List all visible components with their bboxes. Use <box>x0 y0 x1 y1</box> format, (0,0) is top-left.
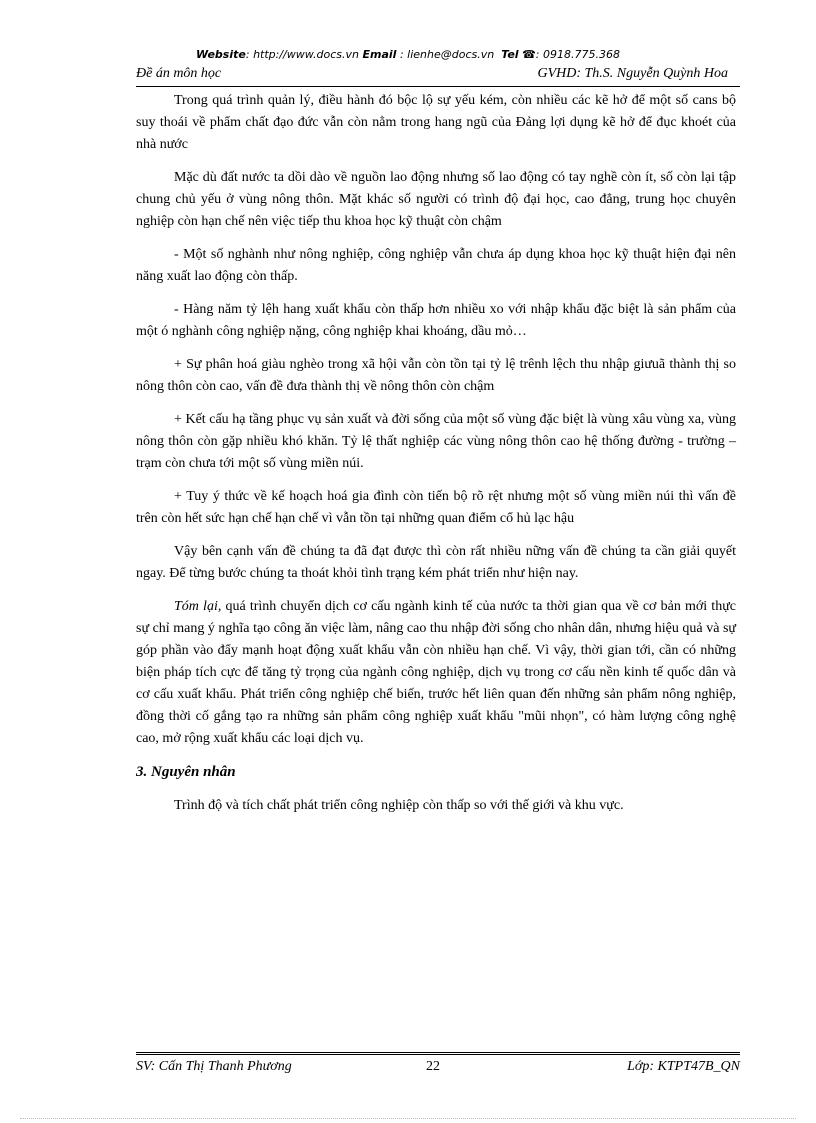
paragraph: Mặc dù đất nước ta dồi dào về nguồn lao động nhưng số lao động có tay nghề còn ít, số còn lại tập chung chủ yếu ở vùng nông thôn. Mặt khác số người có trình độ đại học, cao đẳng, trung học chuyên nghiệp còn hạn chế nên việc tiếp thu khoa học kỹ thuật còn chậm <box>136 170 736 229</box>
email-value[interactable]: lienhe@docs.vn <box>407 48 495 61</box>
paragraph: + Sự phân hoá giàu nghèo trong xã hội vẫn còn tồn tại tỷ lệ trênh lệch thu nhập giưuã thành thị so nông thôn còn cao, vấn đề đưa thành thị về nông thôn còn chậm <box>136 357 736 394</box>
header-advisor: GVHD: Th.S. Nguyễn Quỳnh Hoa <box>537 66 728 81</box>
summary-lead: Tóm lại, <box>174 599 222 614</box>
email-label: Email <box>362 48 397 61</box>
paragraph: + Kết cấu hạ tầng phục vụ sản xuất và đời sống của một số vùng đặc biệt là vùng xâu vùng xa, vùng nông thôn còn gặp nhiều khó khăn. Tỷ lệ thất nghiệp các vùng nông thôn cao hệ thống đường - trường – trạm còn chưa tới một số vùng miền núi. <box>136 412 736 471</box>
phone-icon: ☎ <box>522 48 536 61</box>
paragraph: Vậy bên cạnh vấn đề chúng ta đã đạt được thì còn rất nhiều nững vấn đề chúng ta cần giải quyết ngay. Để từng bước chúng ta thoát khỏi tình trạng kém phát triển như hiện nay. <box>136 544 736 581</box>
section-heading: 3. Nguyên nhân <box>136 764 236 780</box>
tel-label: Tel <box>501 48 519 61</box>
page-number: 22 <box>426 1059 440 1074</box>
header-course: Đề án môn học <box>136 66 222 81</box>
paragraph: Trong quá trình quản lý, điều hành đó bộc lộ sự yếu kém, còn nhiều các kẽ hở để một số cans bộ suy thoái về phẩm chất đạo đức vẫn còn nằm trong hang ngũ của Đảng lợi dụng kẽ hở để đục khoét của nhà nước <box>136 93 736 152</box>
email-separator: : <box>396 48 408 61</box>
footer-student: SV: Cấn Thị Thanh Phương <box>136 1059 292 1074</box>
summary-paragraph <box>136 596 736 750</box>
tel-value: : 0918.775.368 <box>535 48 620 61</box>
paragraph: + Tuy ý thức về kế hoạch hoá gia đình còn tiến bộ rõ rệt nhưng một số vùng miền núi thì vấn đề trên còn hết sức hạn chế hạn chế vì vẫn tồn tại những quan điểm cổ hủ lạc hậu <box>136 489 736 526</box>
running-header <box>136 66 740 87</box>
website-banner <box>0 48 816 61</box>
paragraph: Trình độ và tích chất phát triển công nghiệp còn thấp so với thế giới và khu vực. <box>174 798 624 813</box>
website-url[interactable]: http://www.docs.vn <box>253 48 360 61</box>
website-separator: : <box>245 48 254 61</box>
paragraph: - Một số nghành như nông nghiệp, công nghiệp vẫn chưa áp dụng khoa học kỹ thuật hiện đại nên năng xuất lao động còn thấp. <box>136 247 736 284</box>
website-label: Website <box>196 48 246 61</box>
document-body <box>136 90 736 817</box>
summary-text: quá trình chuyển dịch cơ cấu ngành kinh tế của nước ta thời gian qua về cơ bản mới thực sự chỉ mang ý nghĩa tạo công ăn việc làm, nâng cao thu nhập đời sống cho nhân dân, nhưng hiệu quả và sự góp phần vào đẩy mạnh hoạt động xuất khẩu vẫn còn nhiều hạn chế. Vì vậy, thời gian tới, cần có những biện pháp tích cực để tăng tỷ trọng của ngành công nghiệp, dịch vụ trong cơ cấu nền kinh tế quốc dân và cơ cấu xuất khẩu. Phát triển công nghiệp chế biến, trước hết liên quan đến những sản phẩm nông nghiệp, đồng thời cố gắng tạo ra những sản phẩm công nghiệp xuất khẩu "mũi nhọn", có hàm lượng công nghệ cao, mở rộng xuất khẩu các loại dịch vụ. <box>136 599 737 746</box>
footer-class: Lớp: KTPT47B_QN <box>627 1059 740 1074</box>
page-edge-divider <box>20 1118 796 1119</box>
page-footer <box>136 1052 740 1077</box>
paragraph: - Hàng năm tỷ lệh hang xuất khẩu còn thấp hơn nhiều xo với nhập khẩu đặc biệt là sản phẩm của một ó nghành công nghiệp nặng, công nghiệp khai khoáng, dầu mỏ… <box>136 302 736 339</box>
